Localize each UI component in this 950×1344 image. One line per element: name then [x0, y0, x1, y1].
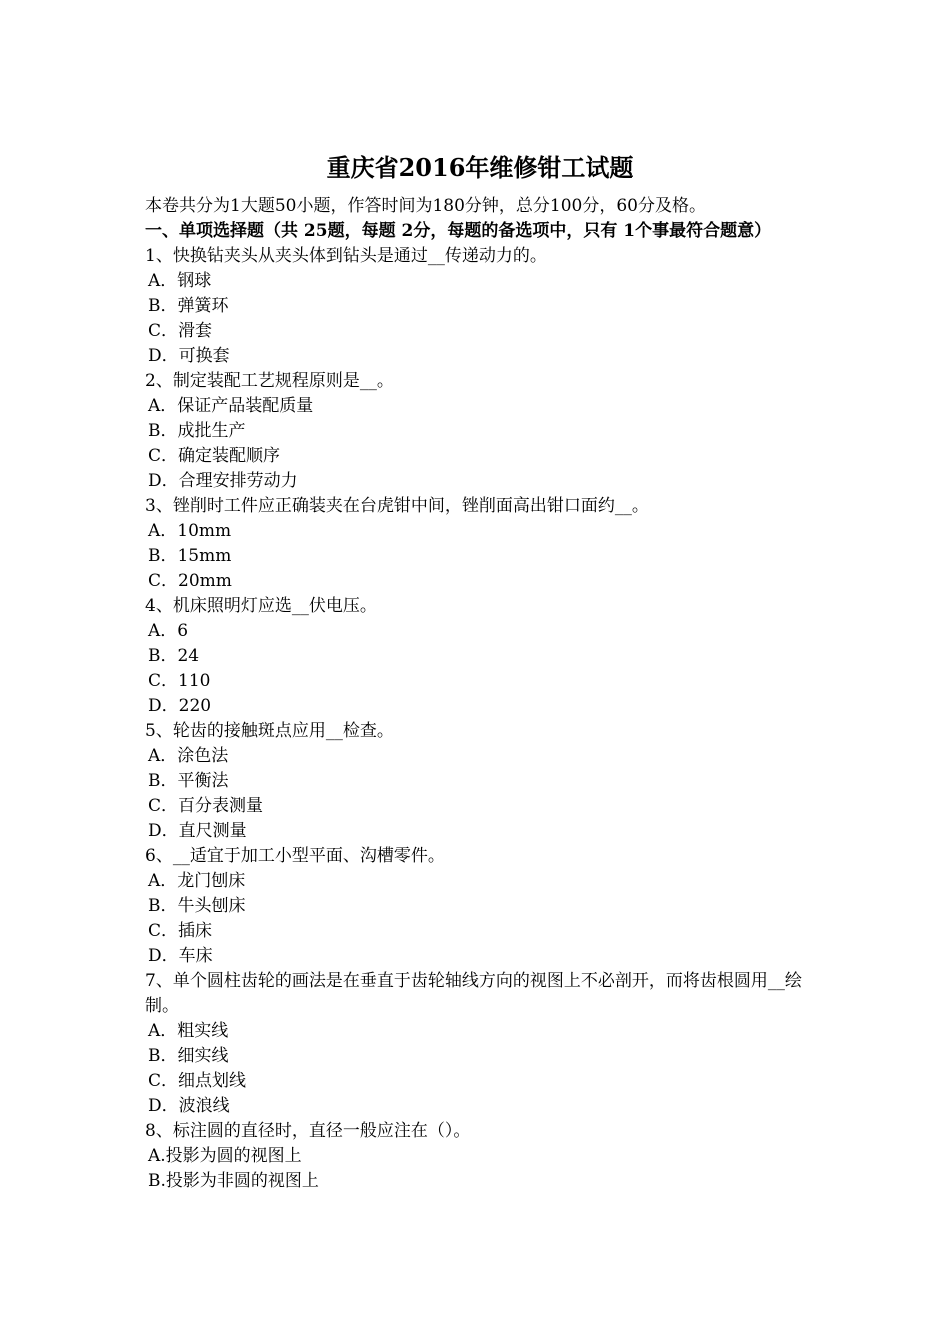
question-stem: 1、快换钻夹头从夹头体到钻头是通过__传递动力的。 — [145, 246, 547, 266]
question-option: B．平衡法 — [148, 771, 229, 791]
question-option: A．保证产品装配质量 — [148, 396, 314, 416]
question-option: D．可换套 — [148, 346, 230, 366]
question-stem: 7、单个圆柱齿轮的画法是在垂直于齿轮轴线方向的视图上不必剖开，而将齿根圆用__绘制。 — [145, 971, 802, 1016]
question-stem: 3、锉削时工件应正确装夹在台虎钳中间，锉削面高出钳口面约__。 — [145, 496, 649, 516]
question-option: A．10mm — [148, 521, 232, 541]
question-option: B．24 — [148, 646, 200, 666]
question-option: C．插床 — [148, 921, 213, 941]
question-6 — [145, 844, 815, 969]
question-option: C．110 — [148, 671, 211, 691]
question-option: A.投影为圆的视图上 — [148, 1146, 302, 1166]
question-option: B.投影为非圆的视图上 — [148, 1171, 319, 1191]
document-page — [145, 150, 815, 1194]
question-option: D．波浪线 — [148, 1096, 230, 1116]
question-stem: 2、制定装配工艺规程原则是__。 — [145, 371, 394, 391]
question-option: D．220 — [148, 696, 212, 716]
question-option: B．15mm — [148, 546, 232, 566]
question-option: A．涂色法 — [148, 746, 229, 766]
question-5 — [145, 719, 815, 844]
question-option: A．钢球 — [148, 271, 212, 291]
question-7 — [145, 969, 815, 1119]
question-option: D．合理安排劳动力 — [148, 471, 298, 491]
question-option: B．细实线 — [148, 1046, 229, 1066]
question-option: D．直尺测量 — [148, 821, 247, 841]
question-stem: 4、机床照明灯应选__伏电压。 — [145, 596, 377, 616]
question-option: B．牛头刨床 — [148, 896, 246, 916]
question-8 — [145, 1119, 815, 1194]
question-option: C．细点划线 — [148, 1071, 247, 1091]
exam-intro: 本卷共分为1大题50小题，作答时间为180分钟，总分100分，60分及格。 — [145, 196, 706, 216]
document-title: 重庆省2016年维修钳工试题 — [326, 153, 634, 182]
question-stem: 6、__适宜于加工小型平面、沟槽零件。 — [145, 846, 445, 866]
question-option: B．成批生产 — [148, 421, 246, 441]
question-option: C．确定装配顺序 — [148, 446, 281, 466]
question-option: D．车床 — [148, 946, 213, 966]
question-option: B．弹簧环 — [148, 296, 229, 316]
question-2 — [145, 369, 815, 494]
section-heading: 一、单项选择题（共 25题，每题 2分，每题的备选项中，只有 1个事最符合题意） — [145, 221, 772, 241]
question-option: C．滑套 — [148, 321, 213, 341]
question-option: C．百分表测量 — [148, 796, 264, 816]
question-option: A．粗实线 — [148, 1021, 229, 1041]
question-option: A．龙门刨床 — [148, 871, 246, 891]
question-4 — [145, 594, 815, 719]
question-stem: 8、标注圆的直径时，直径一般应注在（）。 — [145, 1121, 471, 1141]
question-option: C．20mm — [148, 571, 232, 591]
question-option: A．6 — [148, 621, 189, 641]
question-1 — [145, 244, 815, 369]
question-stem: 5、轮齿的接触斑点应用__检查。 — [145, 721, 394, 741]
question-3 — [145, 494, 815, 594]
